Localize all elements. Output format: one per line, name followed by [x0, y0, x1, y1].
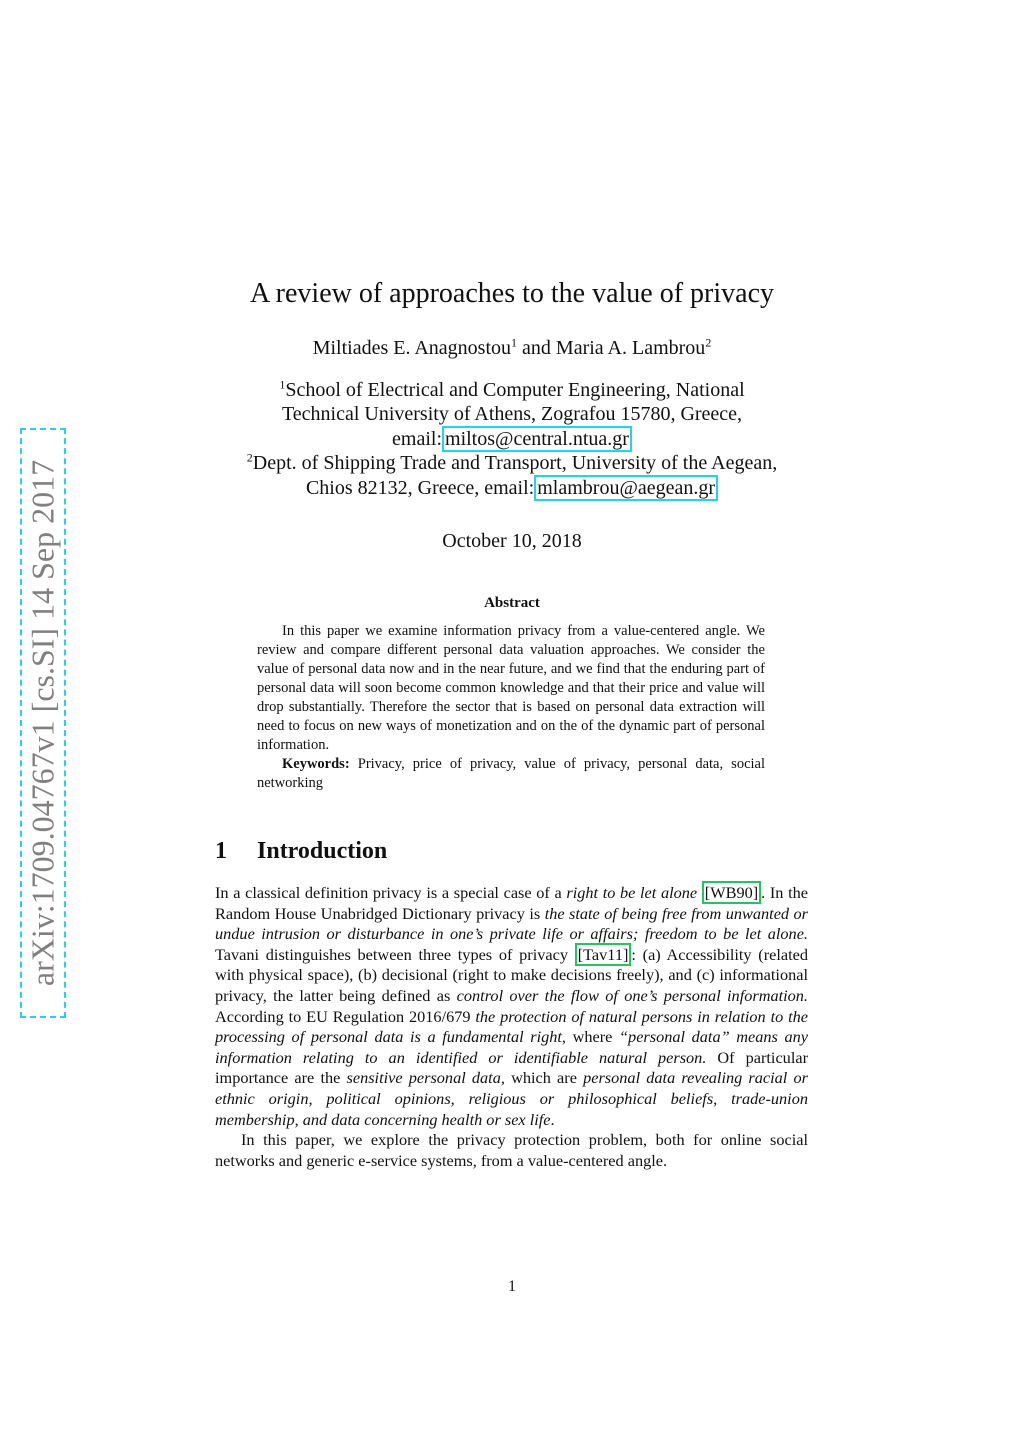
- paper-date: October 10, 2018: [442, 530, 582, 552]
- arxiv-stamp-text: arXiv:1709.04767v1 [cs.SI] 14 Sep 2017: [24, 459, 61, 987]
- paper-title: A review of approaches to the value of privacy: [249, 278, 774, 309]
- p1-s7-it: sensitive personal data: [346, 1068, 501, 1088]
- intro-paragraph-1: [215, 883, 808, 1130]
- aff-1-email-label: email:: [392, 428, 443, 450]
- arxiv-stamp[interactable]: [20, 428, 66, 1018]
- abstract-text: In this paper we examine information privacy from a value-centered angle. We review and compare different personal data valuation approaches. We consider the value of personal data now and in the near future, and we find that the enduring part of personal data will soon become common knowledge and that their price and value will drop substantially. Therefore the sector that is based on personal data extraction will need to focus on new ways of monetization and on the of the dynamic part of personal information.: [257, 623, 765, 753]
- aff-2-text-1: Dept. of Shipping Trade and Transport, University of the Aegean,: [252, 452, 778, 474]
- p1-s1: In a classical definition privacy is a special case of a: [215, 883, 567, 902]
- author-2: Maria A. Lambrou: [555, 337, 706, 359]
- p1-s1-it: right to be let alone: [566, 883, 698, 902]
- abstract-keywords: [257, 755, 765, 793]
- aff-2-sup: 2: [246, 450, 253, 465]
- email-link-1[interactable]: miltos@central.ntua.gr: [442, 426, 632, 452]
- p1-s2: . In the Random House Unabridged Dictionary privacy is: [215, 883, 808, 923]
- page-number: 1: [508, 1278, 516, 1295]
- affiliation-1-line-1: [0, 378, 1024, 402]
- author-line: [0, 337, 1024, 360]
- p1-s8: , which are: [500, 1068, 584, 1088]
- p1-s2-it: the state of being free from unwanted or undue intrusion or disturbance in one’s private life or affairs; freedom to be let alone.: [215, 903, 809, 944]
- author-1-sup: 1: [511, 335, 518, 350]
- email-link-2[interactable]: mlambrou@aegean.gr: [534, 475, 718, 501]
- p1-s8-it: personal data revealing racial or ethnic origin, political opinions, religious or philosophical beliefs, trade-union membership, and data concerning health or sex life: [215, 1068, 808, 1129]
- affiliation-2-line-1: [0, 451, 1024, 475]
- aff-1-text-1: School of Electrical and Computer Engineering, National: [285, 379, 745, 401]
- keywords-text: Privacy, price of privacy, value of privacy, personal data, social networking: [257, 756, 765, 791]
- p1-s3: Tavani distinguishes between three types of privacy: [215, 944, 575, 964]
- keywords-label: Keywords:: [282, 756, 350, 772]
- p1-s6-it: “personal data” means any information relating to an identified or identifiable natural person.: [215, 1027, 808, 1067]
- intro-body: [215, 883, 808, 1171]
- citation-wb90[interactable]: [WB90]: [702, 881, 761, 904]
- abstract-body: [257, 622, 765, 793]
- intro-paragraph-2: In this paper, we explore the privacy protection problem, both for online social networks and generic e-service systems, from a value-centered angle.: [215, 1130, 808, 1170]
- affiliation-1-line-2: Technical University of Athens, Zografou 15780, Greece,: [281, 403, 743, 425]
- p1-s6: , where: [561, 1027, 619, 1047]
- aff-1-sup: 1: [279, 377, 286, 392]
- author-1: Miltiades E. Anagnostou: [312, 337, 512, 359]
- p1-s9: .: [550, 1109, 555, 1129]
- author-2-sup: 2: [705, 335, 712, 350]
- section-heading: [215, 838, 387, 865]
- affiliation-2-line-2: [0, 476, 1024, 500]
- p1-s4-it: control over the flow of one’s personal information.: [456, 985, 808, 1005]
- p1-s5-it: the protection of natural persons in relation to the processing of personal data is a fundamental right: [215, 1006, 808, 1047]
- aff-2-prefix: Chios 82132, Greece, email:: [305, 477, 535, 499]
- citation-tav11[interactable]: [Tav11]: [575, 943, 632, 966]
- p1-s7: Of particular importance are the: [215, 1047, 808, 1088]
- affiliation-1-email-line: [0, 427, 1024, 451]
- p1-s4: : (a) Accessibility (related with physical space), (b) decisional (right to make decisions freely), and (c) informational privacy, the latter being defined as: [215, 944, 808, 1005]
- p1-s5: According to EU Regulation 2016/679: [215, 1006, 476, 1026]
- section-number: 1: [215, 838, 227, 864]
- section-title: Introduction: [257, 838, 388, 864]
- author-and: and: [517, 337, 556, 359]
- abstract-heading: Abstract: [484, 595, 540, 611]
